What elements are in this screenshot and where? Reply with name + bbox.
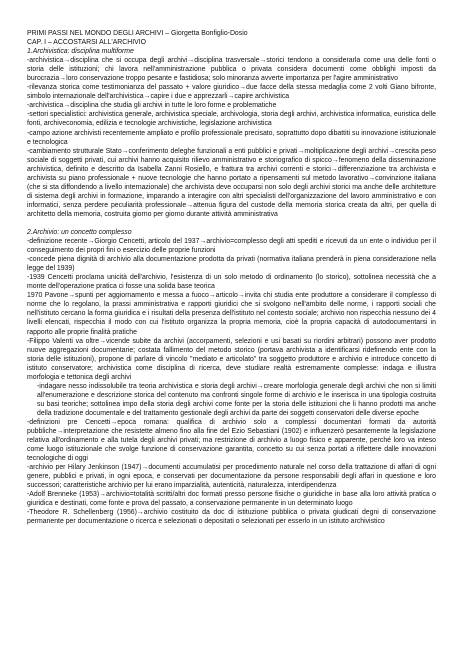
document-title: PRIMI PASSI NEL MONDO DEGLI ARCHIVI – Giorgetta Bonfiglio-Dosio — [27, 30, 248, 37]
chapter-title: CAP. I – ACCOSTARSI ALL'ARCHIVIO — [27, 39, 147, 47]
paragraph: 1970 Pavone→spunti per aggiornamento e messa a fuoco→articolo→invita chi studia ente produttore a considerare il complesso di norme che lo regolano, la prassi amministrativa e rapporti giuridici che si svolgono nell'ambito delle norme, i rapporti sociali che nell'istituto cercano la forma giuridica e i risultati della presenza dell'istituto nel contesto sociale; archivio non rispecchia nessuno dei 4 livelli elencati, rispecchia il modo con cui l'istituto organizza la propria memoria, cioè la propria capacità di autodocumentarsi in rapporto alle proprie finalità pratiche — [27, 292, 436, 336]
paragraph: -archivio per Hilary Jenkinson (1947)→documenti accumulatisi per procedimento naturale nel corso della trattazione di affari di ogni genere, pubblici e privati, in ogni epoca, e conservati per documentazione da persone responsabili degli affari in questione e loro successori; caratteristiche archivio per lui erano imparzialità, autenticità, naturalezza, interdipendenza — [27, 464, 436, 490]
paragraph: -concede piena dignità di archivio alla documentazione prodotta da privati (normativa italiana prenderà in piena considerazione nella legge del 1939) — [27, 256, 436, 273]
paragraph: -1939 Cencetti proclama unicità dell'archivio, l'esistenza di un solo metodo di ordinamento (lo storico), sottolinea necessità che a monte dell'operazione pratica ci fosse una solida base teorica — [27, 274, 436, 291]
paragraph: -archivistica→disciplina che studia gli archivi in tutte le loro forme e problematiche — [27, 102, 277, 110]
paragraph: -Theodore R. Schellenberg (1956)→archivio costituito da doc di istituzione pubblica o privata giudicati degni di conservazione permanente per documentazione o ricerca e selezionati o depositati o selezionati per esserlo in un istituto archivistico — [27, 509, 436, 526]
paragraph: -definizione recente→Giorgio Cencetti, articolo del 1937→archivio=complesso degli atti spediti e ricevuti da un ente o individuo per il conseguimento dei propri fini o esercizio delle proprie funzioni — [27, 238, 436, 255]
paragraph: -definizioni pre Cencetti→epoca romana: qualifica di archivio solo a complessi documentari formati da autorità pubbliche→interpretazione che resistette almeno fino alla fine del Ezio Sebastiani (1902) e influenzerò pesantemente la legislazione relativa all'ordinamento e alla tutela degli archivi privati; ma restrizione di archivio a luogo fisico e apparente, perché loro va inteso come luogo istituzionale che svolge funzione di conservazione garantita, concetto su cui senza portati a riflettere dalle innovazioni tecnologiche di oggi — [27, 418, 436, 463]
section-archivistica — [27, 47, 436, 219]
section-archivio — [27, 228, 436, 527]
section-heading: 2.Archivio: un concetto complesso — [27, 228, 132, 236]
paragraph: -settori specialistici: archivistica generale, archivistica speciale, archivologia, storia degli archivi, archivistica informatica, euristica delle fonti, archiveconomia, edilizia e tecnologie archivistiche, legislazione archivistica — [27, 111, 436, 128]
paragraph: -cambiamento strutturale Stato→conferimento deleghe funzionali a enti pubblici e privati→moltiplicazione degli archivi→crescita peso sociale di soggetti privati, cui archivi hanno acquisito rilievo amministrativo e storiografico di spicco→fenomeno della disseminazione archivistica, definito e descritto da Isabella Zanni Rosiello, e frattura tra archivi correnti e storici→differenziazione tra archivista e archivista su piano professionale + nuove tecnologie che hanno portato a ripensamenti sul metodo lavorativo→convinzione italiana (che si sta diffondendo a livello internazionale) che archivista deve occuparsi non solo degli archivi storici ma anche delle architetture di sistema degli archivi in formazione, imparando a interagire con altri specialisti dell'organizzazione del lavoro amministrativo e con informatici, senza perdere peculiarità professionale→attenua figura del custode della memoria storica creata da altri, per quella di architetto della memoria, costruita giorno per giorno durante attività amministrativa — [27, 147, 436, 218]
paragraph: -Adolf Brenneke (1953)→archivio=totalità scritti/altri doc formati presso persone fisiche o giuridiche in base alla loro attività pratica o giuridica e destinati, come fonte e prova del passato, a conservazione permanente in un determinato luogo — [27, 491, 436, 508]
section-heading: 1.Archivistica: disciplina multiforme — [27, 48, 134, 56]
paragraph: -rilevanza storica come testimonianza del passato + valore giuridico→due facce della stessa medaglia come 2 volti Giano bifronte, simbolo internazionale dell'archivistica→capire i due e apprezzarli→capire archivistica — [27, 84, 436, 101]
paragraph: -campo azione archivisti recentemente ampliato e profilo professionale precisato, soprattutto dopo dibattiti su innovazione istituzionale e tecnologica — [27, 129, 436, 146]
paragraph-indented: -indagare nesso indissolubile tra teoria archivistica e storia degli archivi→creare morfologia generale degli archivi che non si limiti all'enumerazione e descrizione storica del contenuto ma confronti singole forme di archivio e le inserisca in una tipologia costruita su basi teoriche; sottolinea impo della storia degli archivi come fonte per la storia delle istituzioni che li hanno prodotti ma anche della tradizione documentale e del trattamento gestionale degli archivi da parte dei soggetti conservatori delle diverse epoche — [37, 382, 436, 417]
paragraph: -archivistica→disciplina che si occupa degli archivi→disciplina trasversale→storici tendono a considerarla come una delle fonti o storia delle istituzioni; chi lavora nell'amministrazione pubblica o privata considera documenti come obblighi imposti da burocrazia→loro conservazione troppo pesante e fastidiosa; solo minoranza avverte importanza per l'agire amministrativo — [27, 57, 436, 83]
paragraph: -Filippo Valenti va oltre→vicende subite da archivi (accorpamenti, selezioni e usi basati su riordini arbitrari) possono aver prodotto nuove aggregazioni documentarie; costata fallimento del metodo storico (portava archivista a identificarsi ridefinendo ente con la storia delle istituzioni), propone di parlare di vincolo "mediato e articolato" tra soggetto produttore e archivio e introduce concetto di istituto conservatore; archivistica come disciplina di ricerca, deve studiare realtà estremamente complesse: indaga e illustra morfologia e tettonica degli archivi — [27, 337, 436, 381]
